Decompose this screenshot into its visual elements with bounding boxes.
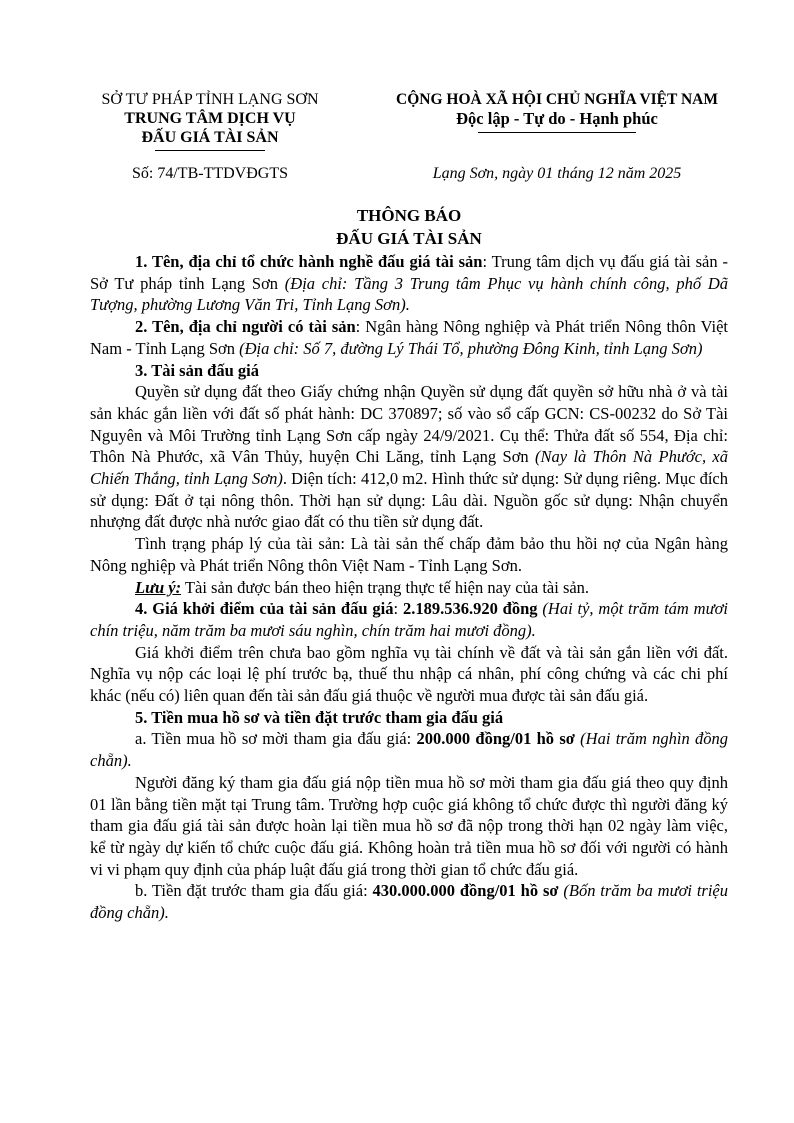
paragraph: [90, 251, 728, 316]
text-run: 2.189.536.920 đồng: [402, 599, 543, 619]
document-body: [90, 251, 728, 924]
text-run: 3. Tài sản đấu giá: [135, 360, 259, 380]
paragraph: [90, 598, 728, 641]
document-title-line2: ĐẤU GIÁ TÀI SẢN: [336, 228, 482, 248]
org-name-line2: ĐẤU GIÁ TÀI SẢN: [141, 129, 279, 146]
text-run: . Diện tích: 412,0 m2. Hình thức sử dụng: Sử dụng riêng. Mục đích sử dụng: Đất ở tại nông thôn. Thời hạn sử dụng: Lâu dài. Nguồn gốc sử dụng: Nhận chuyển nhượng đất được nhà nước giao đất có thu tiền sử dụng đất.: [90, 469, 728, 532]
document-header: [90, 90, 728, 183]
text-run: (Nay là Thôn Nà Phước, xã Chiến Thắng, tỉnh Lạng Sơn): [90, 447, 729, 489]
text-run: Quyền sử dụng đất theo Giấy chứng nhận Quyền sử dụng đất quyền sở hữu nhà ở và tài sản khác gắn liền với đất số phát hành: DC 370897; số vào sổ cấp GCN: CS-00232 do Sở Tài Nguyên và Môi Trường tỉnh Lạng Sơn cấp ngày 24/9/2021. Cụ thể: Thửa đất số 554, Địa chỉ: Thôn Nà Phước, xã Vân Thủy, huyện Chi Lăng, tỉnh Lạng Sơn: [90, 382, 728, 467]
paragraph: [90, 316, 728, 359]
text-run: Lưu ý:: [135, 577, 182, 597]
place-date-line: Lạng Sơn, ngày 01 tháng 12 năm 2025: [432, 165, 682, 182]
issuing-org-block: [90, 90, 330, 183]
paragraph: [90, 360, 728, 382]
national-motto: Độc lập - Tự do - Hạnh phúc: [456, 109, 658, 128]
document-number: Số: 74/TB-TTDVĐGTS: [132, 165, 288, 182]
text-run: : Ngân hàng Nông nghiệp và Phát triển Nông thôn Việt Nam - Tỉnh Lạng Sơn: [90, 317, 728, 358]
paragraph: [90, 707, 728, 729]
text-run: : Trung tâm dịch vụ đấu giá tài sản - Sở Tư pháp tỉnh Lạng Sơn: [90, 252, 728, 293]
paragraph: [90, 381, 728, 533]
org-name-line1: TRUNG TÂM DỊCH VỤ: [124, 110, 296, 127]
text-run: (Địa chỉ: Số 7, đường Lý Thái Tổ, phường Đông Kinh, tỉnh Lạng Sơn): [239, 338, 703, 358]
text-run: Người đăng ký tham gia đấu giá nộp tiền mua hồ sơ mời tham gia đấu giá theo quy định 01 lần bằng tiền mặt tại Trung tâm. Trường hợp cuộc giá không tổ chức được thì người đăng ký tham gia đấu giá tài sản được hoàn lại tiền mua hồ sơ đã nộp trong thời hạn 02 ngày làm việc, kể từ ngày dự kiến tổ chức cuộc đấu giá. Không hoàn trả tiền mua hồ sơ đối với người có hành vi vi phạm quy định của pháp luật đấu giá trong thời gian tổ chức đấu giá.: [90, 772, 728, 879]
text-run: (Hai trăm nghìn đồng chẵn).: [90, 729, 729, 771]
text-run: 430.000.000 đồng/01 hồ sơ: [372, 881, 559, 901]
text-run: 200.000 đồng/01 hồ sơ: [416, 729, 575, 749]
paragraph: [90, 772, 728, 881]
text-run: (Địa chỉ: Tầng 3 Trung tâm Phục vụ hành chính công, phố Dã Tượng, phường Lương Văn Tri, Tỉnh Lạng Sơn).: [90, 273, 728, 315]
paragraph: [90, 577, 728, 599]
text-run: Tình trạng pháp lý của tài sản: Là tài sản thế chấp đảm bảo thu hồi nợ của Ngân hàng Nông nghiệp và Phát triển Nông thôn Việt Nam - Tỉnh Lạng Sơn.: [90, 534, 728, 575]
text-run: Tài sản được bán theo hiện trạng thực tế hiện nay của tài sản.: [181, 577, 590, 597]
parent-org-name: SỞ TƯ PHÁP TỈNH LẠNG SƠN: [101, 91, 319, 108]
org-underline-rule: [155, 150, 265, 151]
text-run: Giá khởi điểm trên chưa bao gồm nghĩa vụ tài chính về đất và tài sản gắn liền với đất. Nghĩa vụ nộp các loại lệ phí trước bạ, thuế thu nhập cá nhân, phí công chứng và các chi phí khác (nếu có) liên quan đến tài sản đấu giá thuộc về người mua được tài sản đấu giá.: [90, 642, 728, 706]
national-header-block: [386, 90, 728, 183]
paragraph: [90, 533, 728, 576]
text-run: (Bốn trăm ba mươi triệu đồng chẵn).: [90, 881, 729, 923]
text-run: :: [393, 599, 403, 619]
paragraph: [90, 728, 728, 771]
text-run: 4. Giá khởi điểm của tài sản đấu giá: [135, 599, 394, 619]
text-run: (Hai tỷ, một trăm tám mươi chín triệu, năm trăm ba mươi sáu nghìn, chín trăm hai mươi đồng).: [90, 599, 728, 640]
text-run: a. Tiền mua hồ sơ mời tham gia đấu giá:: [135, 729, 417, 749]
country-name: CỘNG HOÀ XÃ HỘI CHỦ NGHĨA VIỆT NAM: [396, 91, 718, 108]
text-run: 2. Tên, địa chỉ người có tài sản: [135, 317, 356, 337]
paragraph: [90, 880, 728, 923]
document-title-line1: THÔNG BÁO: [356, 206, 462, 225]
paragraph: [90, 642, 728, 707]
motto-underline-rule: [478, 132, 636, 133]
text-run: b. Tiền đặt trước tham gia đấu giá:: [135, 881, 373, 901]
text-run: 1. Tên, địa chỉ tổ chức hành nghề đấu giá tài sản: [135, 252, 483, 271]
text-run: 5. Tiền mua hồ sơ và tiền đặt trước tham gia đấu giá: [135, 707, 504, 727]
document-title: [90, 205, 728, 250]
